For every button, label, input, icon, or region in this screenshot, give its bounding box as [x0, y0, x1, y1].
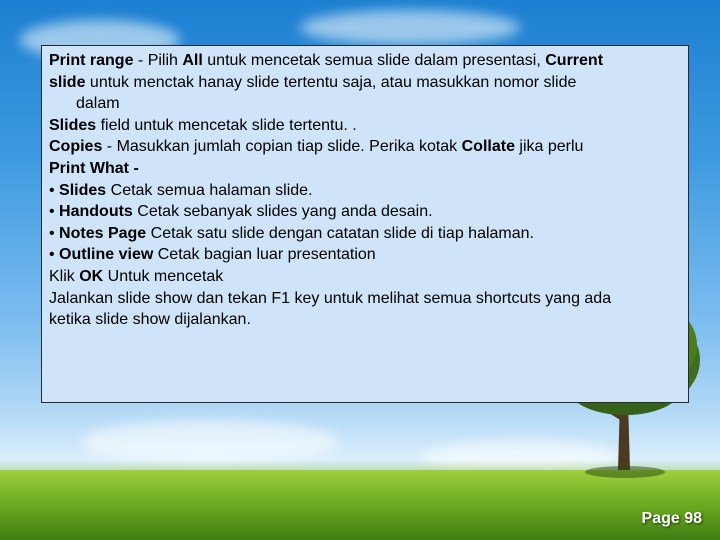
print-range-line: [49, 50, 682, 72]
text-span: ketika slide show dijalankan.: [49, 311, 251, 329]
copies-term: Copies: [49, 138, 103, 156]
bullet-icon: •: [49, 246, 60, 264]
outline-view-term: Outline view: [59, 246, 154, 264]
slide-term: slide: [49, 73, 86, 91]
ok-term: OK: [79, 267, 104, 285]
slideshow-line-2: [49, 309, 682, 331]
text-span: Untuk mencetak: [103, 267, 224, 285]
handouts-term: Handouts: [59, 203, 133, 221]
text-span: Cetak bagian luar presentation: [153, 246, 376, 264]
click-ok-line: [49, 266, 682, 288]
print-what-term: Print What -: [49, 159, 139, 177]
bullet-icon: •: [49, 181, 60, 199]
grass-field: [0, 470, 720, 540]
cloud: [300, 10, 520, 45]
text-span: - Masukkan jumlah copian tiap slide. Perika kotak: [102, 138, 462, 156]
text-span: Jalankan slide show dan tekan F1 key untuk melihat semua shortcuts yang ada: [49, 289, 612, 307]
bullet-outline-view: [49, 244, 682, 266]
text-span: - Pilih: [133, 52, 183, 69]
current-term: Current: [545, 52, 604, 69]
bullet-icon: •: [49, 203, 60, 221]
text-span: jika perlu: [514, 138, 584, 156]
current-slide-line: [49, 72, 682, 94]
slides-option-term: Slides: [59, 181, 107, 199]
text-span: Cetak sebanyak slides yang anda desain.: [132, 203, 433, 221]
notes-page-term: Notes Page: [59, 224, 147, 242]
collate-term: Collate: [461, 138, 515, 156]
bullet-handouts: [49, 201, 682, 223]
slideshow-line: [49, 288, 682, 310]
text-span: Klik: [49, 267, 80, 285]
print-range-term: Print range: [49, 52, 134, 69]
text-span: field untuk mencetak slide tertentu. .: [96, 116, 357, 134]
content-textbox: [41, 45, 689, 403]
bullet-icon: •: [49, 224, 60, 242]
cloud: [80, 420, 340, 465]
continuation-line: [49, 93, 682, 115]
text-span: Cetak satu slide dengan catatan slide di tiap halaman.: [146, 224, 534, 242]
copies-line: [49, 136, 682, 158]
text-span: dalam: [76, 95, 120, 113]
text-span: Cetak semua halaman slide.: [106, 181, 313, 199]
bullet-notes-page: [49, 223, 682, 245]
page-number: Page 98: [641, 510, 702, 527]
slides-term: Slides: [49, 116, 97, 134]
all-term: All: [182, 52, 203, 69]
text-span: untuk menctak hanay slide tertentu saja, atau masukkan nomor slide: [85, 73, 577, 91]
bullet-slides: [49, 180, 682, 202]
print-what-line: [49, 158, 682, 180]
slides-field-line: [49, 115, 682, 137]
text-span: untuk mencetak semua slide dalam presentasi,: [202, 52, 546, 69]
